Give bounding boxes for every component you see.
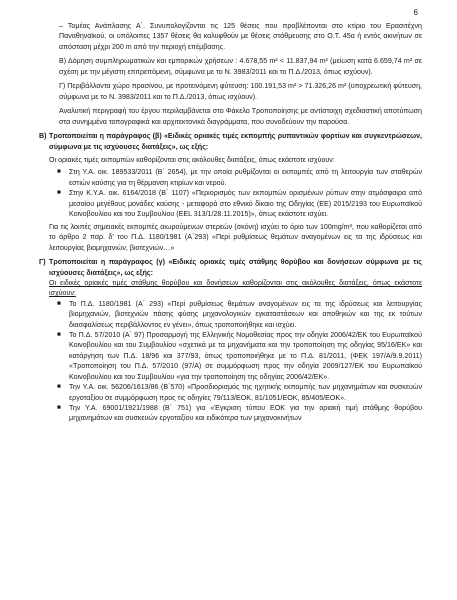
section-b-intro: Οι οριακές τιμές εκπομπών καθορίζονται στις ακόλουθες διατάξεις, όπως εκάστοτε ισχύουν:: [49, 155, 335, 164]
page-number: 6: [413, 8, 418, 17]
section-g-intro: Οι ειδικές οριακές τιμές στάθμης θορύβου και δονήσεων καθορίζονται στις ακόλουθες διατάξεις, όπως εκάστοτε ισχύουν:: [49, 279, 422, 298]
section-b-heading: [39, 131, 422, 152]
paragraph-building-uses: Β) Δόμηση συμπληρωματικών και εμπορικών χρήσεων : 4.678,55 m² < 11.837,94 m² (μείωση κατά 6.659,74 m² σε σχέση με την μέγιστη επιτρεπόμενη, σύμφωνα με το Ν. 3983/2011 και το Π.Δ./2013, όπως ισχύουν).: [59, 57, 422, 76]
bullet-icon: ■: [57, 168, 61, 176]
bullet-icon: ■: [57, 331, 61, 339]
intro-block: [59, 21, 422, 127]
paragraph-project-description: Αναλυτική περιγραφή του έργου περιλαμβάνεται στο Φάκελο Τροποποίησης με αντίστοιχη σχεδιαστική αποτύπωση στα συνημμένα τοπογραφικά και αρχιτεκτονικά διαγράμματα, που συνοδεύουν την παρούσα.: [59, 107, 422, 126]
section-g-bullet-list: [49, 299, 422, 424]
section-g-heading: [39, 257, 422, 278]
list-item: ■ Το Π.Δ. 1180/1981 (Α΄ 293) «Περί ρυθμίσεως θεμάτων αναγομένων εις τα της ιδρύσεως και λειτουργίας βιομηχανιών, βιοτεχνιών πάσης φύσης μηχανολογικών εγκαταστάσεων και αποθηκών και της εκ τούτων διασφαλίσεως περιβάλλοντος εν γένει», όπως τροποποιήθηκε και ισχύει.: [49, 299, 422, 330]
parking-sector-item: – Τομέας Ανάπλασης Α΄. Συνυπολογίζονται τις 125 θέσεις που προβλέπονται στο κτίριο του Ερασιτέχνη Παναθηναϊκού, οι υπόλοιπες 1357 θέσεις θα καλυφθούν με θέσεις στάθμευσης στο Ο.Τ. 45α ή εντός ακινήτων σε απόσταση μέχρι 200 m από την περιοχή επέμβασης.: [59, 22, 422, 51]
list-item: ■ Την Υ.Α. οικ. 56206/1613/86 (Β΄570) «Προσδιορισμός της ηχητικής εκπομπής των μηχανημάτων και συσκευών εργοταξίου σε συμμόρφωση προς τις οδηγίες 79/113/ΕΟΚ, 81/1051/ΕΟΚ, 85/405/ΕΟΚ».: [49, 382, 422, 403]
document-body: [39, 21, 422, 424]
section-b-label: Β): [39, 132, 47, 141]
bullet-icon: ■: [57, 383, 61, 391]
section-b-body: [49, 155, 422, 253]
section-b-title: Τροποποιείται η παράγραφος (β) «Ειδικές οριακές τιμές εκπομπής ρυπαντικών φορτίων και συγκεντρώσεων, σύμφωνα με τις ισχύουσες διατάξεις», ως εξής:: [49, 132, 422, 151]
section-b-closing: Για τις λοιπές σημειακές εκπομπές αιωρούμενων στερεών (σκόνη) ισχύει το όριο των 100mg/m³, που καθορίζεται από το άρθρο 2 παρ. δ' του Π.Δ. 1180/1981 (Α΄293) «Περί ρυθμίσεως θεμάτων αναγομένων εις τα της ιδρύσεως και λειτουργίας βιομηχανιών, βιοτεχνιών…»: [49, 222, 422, 252]
list-item: ■ Το Π.Δ. 57/2010 (Α΄ 97) Προσαρμογή της Ελληνικής Νομοθεσίας προς την οδηγία 2006/42/ΕΚ του Ευρωπαϊκού Κοινοβουλίου και του Συμβουλίου «σχετικά με τα μηχανήματα και την τροποποίηση της οδηγίας 95/16/ΕΚ» και κατάργηση των Π.Δ. 18/96 και 377/93, όπως τροποποιήθηκε με το Π.Δ. 81/2011, (ΦΕΚ 197/Α/9.9.2011) «Τροποποίηση του Π.Δ. 57/2010 (97/Α) σε συμμόρφωση προς την οδηγία 2009/127/ΕΚ του Ευρωπαϊκού Κοινοβουλίου και του Συμβουλίου «για την τροποποίηση της οδηγίας 2006/42/ΕΚ».: [49, 330, 422, 382]
section-g-title: Τροποποιείται η παράγραφος (γ) «Ειδικές οριακές τιμές στάθμης θορύβου και δονήσεων σύμφωνα με τις ισχύουσες διατάξεις», ως εξής:: [49, 258, 422, 277]
section-g-label: Γ): [39, 258, 46, 267]
paragraph-green-space: Γ) Περιβάλλοντα χώρο πρασίνου, με προτεινόμενη φύτευση: 100.191,53 m² > 71.326,26 m² (υποχρεωτική φύτευση, σύμφωνα με το Ν. 3983/2011 και το Π.Δ./2013, όπως ισχύουν).: [59, 82, 422, 101]
section-g-body: [49, 278, 422, 424]
bullet-icon: ■: [57, 189, 61, 197]
list-item: ■ Στη Υ.Α. οικ. 189533/2011 (Β΄ 2654), με την οποία ρυθμίζονται οι εκπομπές από τη λειτουργία των σταθερών εστιών καύσης για τη θέρμανση κτιρίων και νερού.: [49, 167, 422, 188]
section-b-bullet-list: [49, 167, 422, 219]
list-item: ■ Στην Κ.Υ.Α. οικ. 6164/2018 (Β΄ 1107) «Περιορισμός των εκπομπών ορισμένων ρύπων στην ατμόσφαιρα από μεσαίου μεγέθους μονάδες καύσης - μεταφορά στο εθνικό δίκαιο της Οδηγίας (ΕΕ) 2015/2193 του Ευρωπαϊκού Κοινοβουλίου και του Συμβουλίου (EEL 313/1/28.11.2015)», όπως εκάστοτε ισχύει.: [49, 188, 422, 219]
bullet-icon: ■: [57, 403, 61, 411]
bullet-icon: ■: [57, 299, 61, 307]
list-item: ■ Την Υ.Α. 69001/1921/1988 (Β΄ 751) για «Έγκριση τύπου ΕΟΚ για την οριακή τιμή στάθμης θορύβου μηχανημάτων και συσκευών εργοταξίου και ειδικότερα των μηχανοκινήτων: [49, 403, 422, 424]
